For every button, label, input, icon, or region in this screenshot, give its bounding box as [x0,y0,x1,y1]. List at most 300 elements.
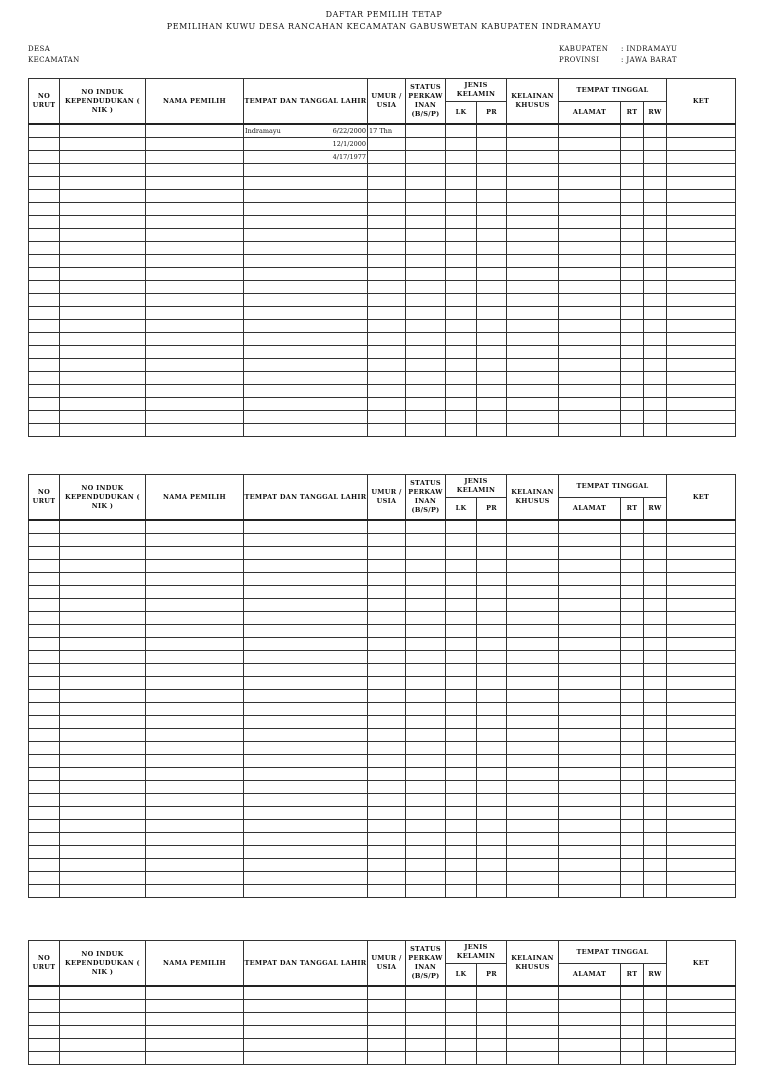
table-cell [368,333,406,346]
table-cell [446,1052,477,1065]
table-cell [446,547,477,560]
table-cell [621,424,644,437]
table-cell [244,216,368,229]
table-cell [644,398,667,411]
table-cell [446,625,477,638]
table-cell [29,872,60,885]
table-cell [667,320,736,333]
table-cell [368,677,406,690]
table-cell [368,385,406,398]
table-cell [29,560,60,573]
col-status-perkawinan: STATUS PERKAW INAN (B/S/P) [406,475,446,521]
table-cell [146,534,244,547]
table-cell [559,255,621,268]
table-cell [146,138,244,151]
table-cell [446,307,477,320]
table-cell [368,547,406,560]
table-row [29,885,736,898]
table-cell [146,703,244,716]
table-cell [559,124,621,138]
table-cell [60,612,146,625]
table-cell [244,359,368,372]
table-cell [477,294,507,307]
table-cell [644,807,667,820]
table-cell [621,229,644,242]
table-cell [146,677,244,690]
provinsi-value: : JAWA BARAT [621,56,677,64]
table-cell [477,846,507,859]
table-cell [60,216,146,229]
table-cell [559,794,621,807]
table-cell [621,124,644,138]
table-cell [244,242,368,255]
table-cell [29,612,60,625]
table-row [29,586,736,599]
table-cell [621,398,644,411]
table-cell [29,885,60,898]
table-cell [60,781,146,794]
table-cell [244,547,368,560]
table-cell [60,138,146,151]
table-cell [406,794,446,807]
table-cell [507,612,559,625]
table-cell [507,729,559,742]
table-cell [446,986,477,1000]
table-cell [244,203,368,216]
table-cell [29,268,60,281]
table-cell [244,638,368,651]
table-cell [667,534,736,547]
table-cell [507,586,559,599]
table-cell [146,638,244,651]
table-cell [368,742,406,755]
table-cell [244,255,368,268]
table-cell [507,268,559,281]
table-cell [621,781,644,794]
table-cell [446,768,477,781]
table-cell [146,1039,244,1052]
table-cell [29,638,60,651]
table-cell [507,625,559,638]
table-cell [146,411,244,424]
table-cell [368,690,406,703]
table-cell [507,742,559,755]
table-cell [368,612,406,625]
table-cell [29,203,60,216]
table-cell [507,203,559,216]
table-cell [559,872,621,885]
table-cell [446,164,477,177]
table-cell [667,742,736,755]
table-cell [60,424,146,437]
table-row [29,424,736,437]
table-cell [667,151,736,164]
table-cell [644,281,667,294]
col-ket: KET [667,79,736,125]
table-cell [368,359,406,372]
table-cell [146,424,244,437]
table-cell [477,560,507,573]
table-cell [507,385,559,398]
table-cell [621,333,644,346]
table-row [29,807,736,820]
table-cell [146,359,244,372]
table-cell [507,599,559,612]
table-cell [244,612,368,625]
table-cell [477,124,507,138]
table-cell [446,320,477,333]
table-cell [477,807,507,820]
table-cell [146,1026,244,1039]
table-cell [507,177,559,190]
table-cell [446,190,477,203]
table-cell [644,190,667,203]
table-cell [368,716,406,729]
col-pr: PR [477,102,507,125]
table-cell [446,573,477,586]
table-row [29,177,736,190]
table-cell [477,242,507,255]
table-row [29,534,736,547]
table-cell [406,638,446,651]
table-cell [559,703,621,716]
table-cell [507,859,559,872]
table-cell [406,216,446,229]
table-cell [644,638,667,651]
col-kelainan-khusus: KELAINAN KHUSUS [507,941,559,987]
table-cell [368,651,406,664]
table-row [29,242,736,255]
table-cell [29,255,60,268]
table-cell [406,755,446,768]
table-cell [477,586,507,599]
table-cell [667,1026,736,1039]
table-cell [477,151,507,164]
table-row [29,794,736,807]
table-row [29,859,736,872]
table-cell [477,1000,507,1013]
table-cell [368,986,406,1000]
table-cell [146,781,244,794]
table-cell [446,372,477,385]
table-cell [244,625,368,638]
table-row [29,151,736,164]
table-cell [621,177,644,190]
table-cell [559,320,621,333]
table-cell [60,346,146,359]
table-cell [60,372,146,385]
table-cell [507,294,559,307]
table-cell [60,625,146,638]
table-cell [368,190,406,203]
col-tempat-tinggal: TEMPAT TINGGAL [559,79,667,102]
table-cell [667,398,736,411]
table-cell [667,177,736,190]
table-cell [29,599,60,612]
table-cell [368,124,406,138]
table-cell [559,242,621,255]
table-cell [29,651,60,664]
table-cell [60,124,146,138]
table-cell [559,534,621,547]
table-cell [477,1026,507,1039]
table-cell [406,859,446,872]
table-cell [60,242,146,255]
table-cell [244,859,368,872]
table-cell [244,573,368,586]
col-tempat-tanggal-lahir: TEMPAT DAN TANGGAL LAHIR [244,941,368,987]
table-cell [507,703,559,716]
table-cell [644,385,667,398]
table-row [29,781,736,794]
table-cell [644,625,667,638]
table-cell [368,520,406,534]
table-cell [621,411,644,424]
table-cell [368,372,406,385]
table-cell [244,281,368,294]
table-cell [146,281,244,294]
table-cell [60,729,146,742]
table-cell [559,846,621,859]
table-cell [146,333,244,346]
table-cell [146,124,244,138]
table-cell [60,677,146,690]
table-cell [644,794,667,807]
table-cell [507,638,559,651]
table-cell [477,664,507,677]
table-cell [644,820,667,833]
table-cell [621,807,644,820]
table-cell [559,372,621,385]
table-cell [146,294,244,307]
table-cell [146,833,244,846]
table-cell [667,677,736,690]
col-umur: UMUR / USIA [368,475,406,521]
table-row [29,573,736,586]
table-cell [507,346,559,359]
table-cell [368,885,406,898]
table-cell [446,411,477,424]
table-cell [644,1000,667,1013]
table-cell [644,164,667,177]
table-cell [29,547,60,560]
table-cell [146,346,244,359]
table-row [29,690,736,703]
table-cell [621,372,644,385]
table-cell [146,320,244,333]
table-cell [368,1052,406,1065]
table-cell [621,755,644,768]
table-cell [477,612,507,625]
table-cell [406,846,446,859]
table-cell [29,729,60,742]
table-cell [667,1000,736,1013]
table-cell [644,1039,667,1052]
kabupaten-label: KABUPATEN [559,45,609,53]
table-cell [667,768,736,781]
table-cell [507,333,559,346]
table-cell [406,716,446,729]
table-cell [667,859,736,872]
table-cell [368,1000,406,1013]
table-cell [406,268,446,281]
table-cell [368,151,406,164]
table-cell [477,520,507,534]
table-cell [621,986,644,1000]
table-row [29,520,736,534]
table-cell [406,359,446,372]
table-cell [60,807,146,820]
table-cell [559,677,621,690]
table-cell [667,346,736,359]
table-cell [29,1039,60,1052]
table-cell [29,677,60,690]
table-cell [60,307,146,320]
table-cell [146,716,244,729]
table-cell [621,320,644,333]
col-rt: RT [621,498,644,521]
table-cell [60,846,146,859]
table-cell [406,1026,446,1039]
table-cell [507,1039,559,1052]
voter-table [28,940,736,1065]
table-cell [446,268,477,281]
table-cell [621,385,644,398]
table-cell [621,294,644,307]
table-cell [644,768,667,781]
table-cell [667,190,736,203]
table-cell [406,573,446,586]
table-cell [446,833,477,846]
table-cell [446,294,477,307]
table-cell [29,138,60,151]
table-cell [644,346,667,359]
table-row [29,1039,736,1052]
table-cell [146,520,244,534]
table-cell [621,242,644,255]
table-cell [60,664,146,677]
table-cell [477,216,507,229]
table-cell [29,242,60,255]
table-cell [368,307,406,320]
birth-place [244,153,245,161]
table-cell [244,846,368,859]
table-cell [244,820,368,833]
table-cell [644,411,667,424]
table-cell [667,560,736,573]
table-cell [60,547,146,560]
table-cell [60,229,146,242]
table-cell [406,346,446,359]
table-row [29,346,736,359]
table-cell [244,151,368,164]
table-cell [60,164,146,177]
table-cell [667,242,736,255]
table-cell [406,547,446,560]
table-row [29,703,736,716]
table-cell [146,885,244,898]
table-cell [644,229,667,242]
table-cell [446,203,477,216]
table-cell [244,424,368,437]
table-cell [559,229,621,242]
table-cell [667,268,736,281]
table-cell [644,986,667,1000]
table-cell [621,255,644,268]
col-no-urut: NO URUT [29,475,60,521]
table-cell [446,755,477,768]
table-cell [477,268,507,281]
table-cell [667,216,736,229]
table-cell [60,833,146,846]
table-cell [667,164,736,177]
table-cell [507,320,559,333]
table-cell [406,599,446,612]
table-cell [244,703,368,716]
table-cell [60,742,146,755]
table-cell [29,534,60,547]
table-cell [559,164,621,177]
table-cell [244,781,368,794]
table-cell [507,1026,559,1039]
table-cell [244,586,368,599]
table-cell [406,1052,446,1065]
table-row [29,833,736,846]
table-cell [446,333,477,346]
birth-place: Indramayu [245,127,281,135]
table-row [29,255,736,268]
table-cell [446,385,477,398]
table-cell [644,333,667,346]
table-cell [667,333,736,346]
table-cell [644,872,667,885]
table-cell [507,424,559,437]
table-cell [667,424,736,437]
table-cell [667,638,736,651]
table-row [29,986,736,1000]
table-cell [60,560,146,573]
table-cell [368,229,406,242]
table-cell [60,203,146,216]
table-cell [507,151,559,164]
table-cell [477,716,507,729]
table-cell [368,424,406,437]
table-cell [406,664,446,677]
table-cell [559,411,621,424]
table-cell [559,203,621,216]
table-cell [446,716,477,729]
col-umur: UMUR / USIA [368,79,406,125]
table-cell [146,1052,244,1065]
table-cell [446,885,477,898]
table-cell [146,560,244,573]
table-cell [667,820,736,833]
table-cell [406,586,446,599]
table-cell [29,846,60,859]
table-cell [507,755,559,768]
table-cell [368,755,406,768]
table-cell [146,794,244,807]
table-cell [446,807,477,820]
table-cell [559,307,621,320]
table-cell [559,755,621,768]
table-cell [146,1000,244,1013]
table-cell [368,346,406,359]
table-cell [559,190,621,203]
table-cell [507,677,559,690]
table-cell [477,229,507,242]
table-cell [621,859,644,872]
